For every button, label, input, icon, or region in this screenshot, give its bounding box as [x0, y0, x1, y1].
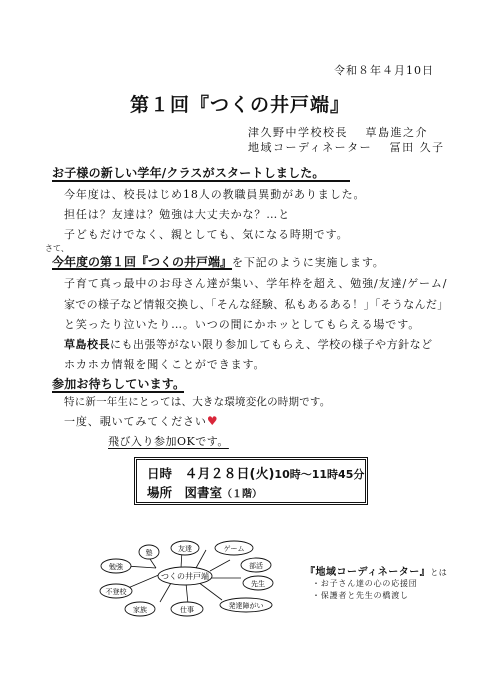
coordinator-item: ・お子さん達の心の応援団	[312, 579, 418, 588]
section3-underline	[52, 391, 184, 393]
datetime-label: 日時	[147, 466, 173, 481]
invite-text: 一度、覗いてみてください	[64, 415, 207, 428]
mindmap-node: 不登校	[105, 588, 127, 596]
transition-word: さて、	[45, 244, 69, 253]
author-name: 冨田 久子	[389, 141, 445, 154]
section2-heading-rest: を下記のように実施します。	[232, 256, 385, 269]
coordinator-item: ・保護者と先生の橋渡し	[312, 591, 409, 600]
section2-line: ホカホカ情報を聞くことができます。	[64, 358, 266, 371]
coordinator-title	[305, 563, 447, 578]
event-time: 10時～11時45分	[274, 468, 365, 481]
section2-line: 家での様子など情報交換し、「そんな経験、私もあるある！」「そうなんだ」	[64, 298, 449, 311]
section2-line: 子育て真っ最中のお母さん達が集い、学年枠を超え、勉強/友達/ゲーム/	[64, 277, 448, 290]
principal-line-rest: にも出張等がない限り参加してもらえ、学校の様子や方針など	[110, 338, 433, 351]
mindmap-node: 仕事	[180, 606, 194, 614]
mindmap-node: 塾	[145, 549, 153, 557]
schedule-place	[147, 483, 262, 501]
schedule-box	[134, 457, 368, 505]
mindmap-node: ゲーム	[223, 545, 245, 553]
section1-heading: お子様の新しい学年/クラスがスタートしました。	[52, 166, 325, 180]
section2-line-principal	[64, 336, 433, 352]
author-principal	[248, 124, 428, 140]
event-date: ４月２８日(火)	[184, 467, 275, 482]
coordinator-title-text: 『地域コーディネーター』	[305, 567, 431, 578]
section1-line: 今年度は、校長はじめ18人の教職員異動がありました。	[64, 188, 366, 201]
mindmap-node: 家族	[133, 606, 147, 614]
author-name: 草島進之介	[365, 126, 428, 139]
principal-name: 草島校長	[64, 338, 110, 351]
event-floor: （１階）	[222, 489, 263, 500]
place-label: 場所	[147, 485, 173, 500]
mindmap-node: 勉強	[109, 563, 123, 571]
section2-heading	[52, 253, 385, 270]
section2-heading-bold: 今年度の第１回『つくの井戸端』	[52, 255, 233, 269]
walk-in-note: 飛び入り参加OKです。	[108, 435, 229, 448]
mindmap-node: 先生	[251, 580, 265, 588]
schedule-datetime	[147, 463, 364, 482]
mindmap-center: つくの井戸端	[161, 572, 209, 581]
mindmap-node: 友達	[178, 545, 192, 553]
author-role: 津久野中学校校長	[248, 126, 348, 139]
coordinator-title-suffix: とは	[430, 568, 448, 577]
issue-date: 令和８年４月10日	[334, 64, 434, 77]
mind-map	[86, 538, 286, 618]
section1-line: 担任は？友達は？勉強は大丈夫かな？…と	[64, 208, 291, 221]
page-title: 第１回『つくの井戸端』	[129, 94, 350, 116]
mindmap-node: 発達障がい	[228, 602, 264, 610]
section3-line: 特に新一年生にとっては、大きな環境変化の時期です。	[64, 396, 331, 408]
section1-line: 子どもだけでなく、親としても、気になる時期です。	[64, 228, 349, 241]
section1-underline	[52, 180, 350, 182]
section3-heading: 参加お待ちしています。	[52, 377, 186, 391]
section3-line-invite	[64, 413, 218, 429]
mindmap-node: 部活	[249, 562, 263, 570]
section2-line: と笑ったり泣いたり…。いつの間にかホッとしてもらえる場です。	[64, 318, 421, 331]
author-coordinator	[248, 139, 445, 155]
author-role: 地域コーディネーター	[248, 141, 373, 154]
heart-icon: ♥	[206, 414, 219, 428]
event-place: 図書室	[184, 485, 223, 500]
